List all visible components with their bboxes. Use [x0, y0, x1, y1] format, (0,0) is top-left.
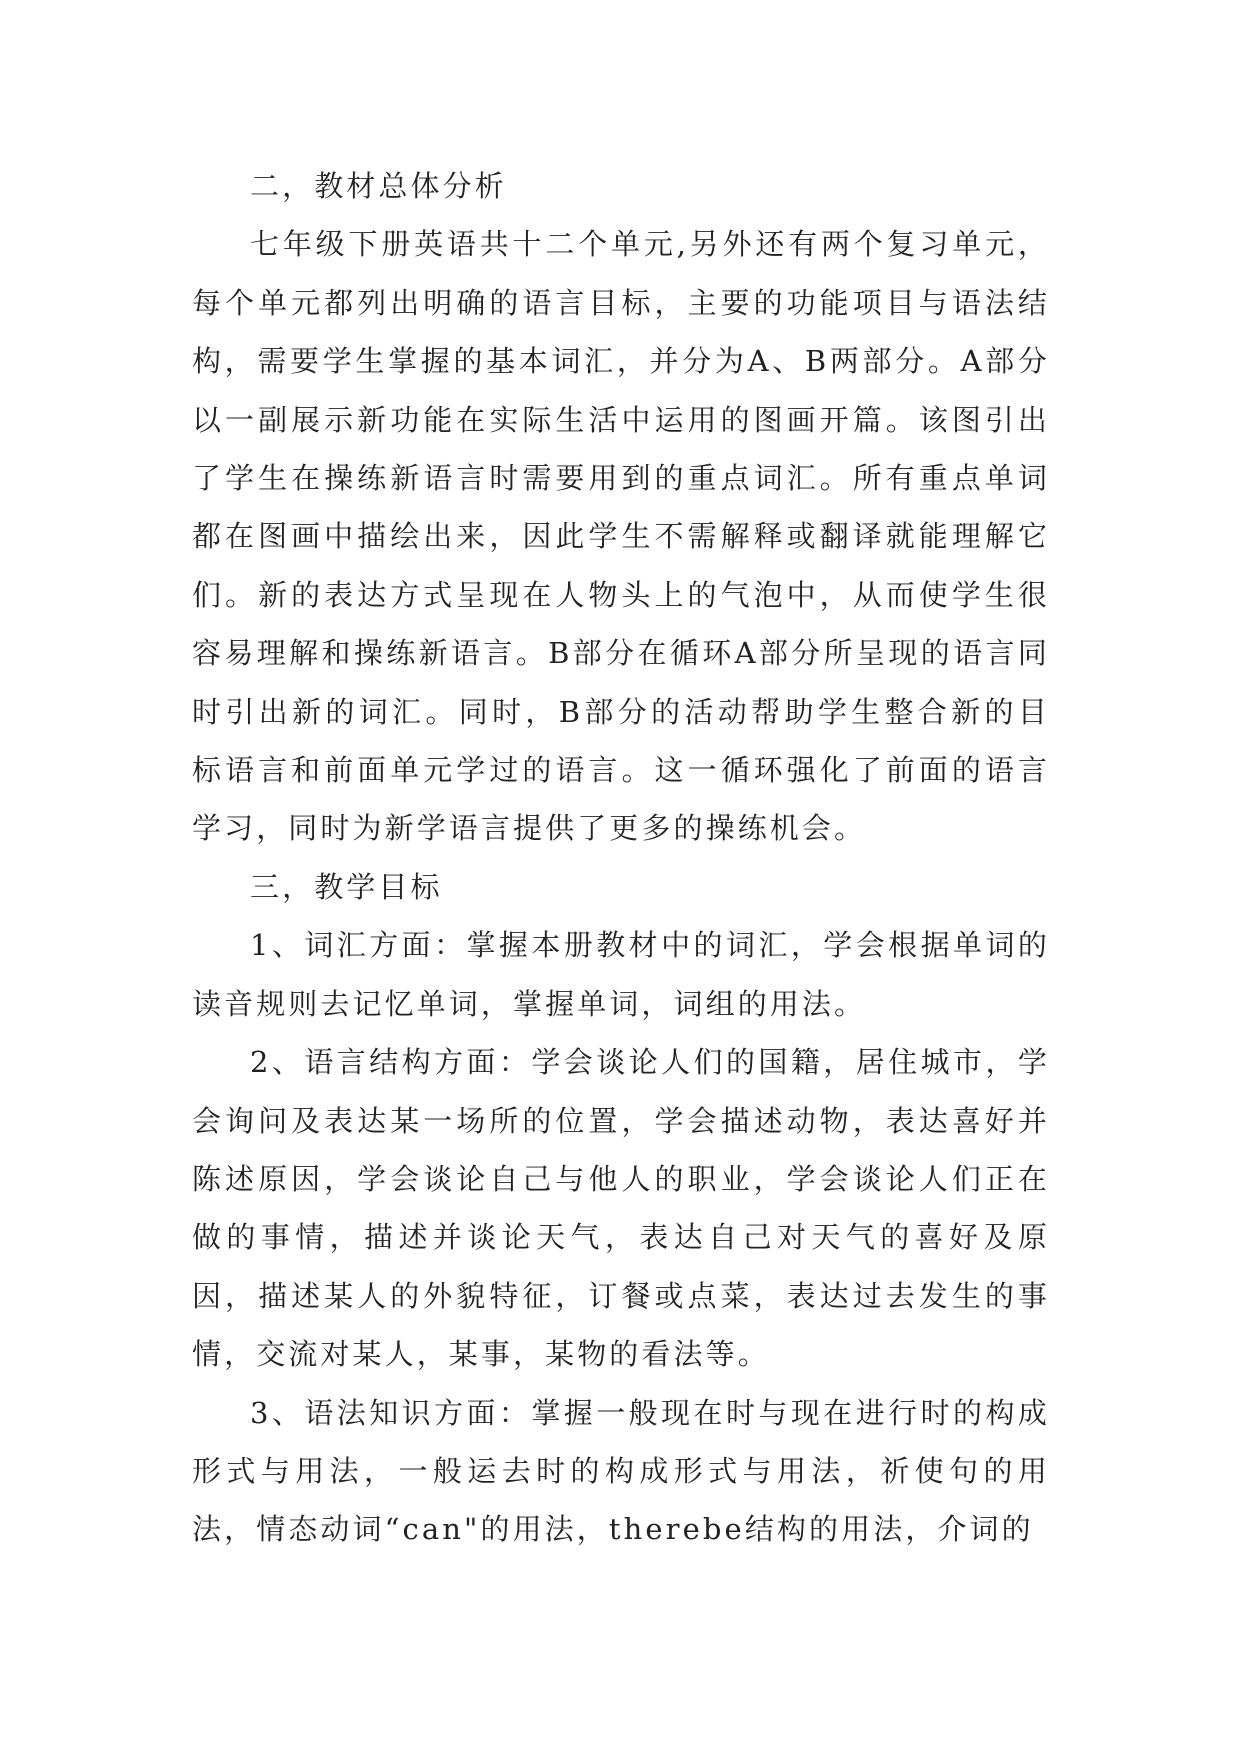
document-body [192, 157, 1050, 1559]
paragraph-vocabulary-goal: 1、词汇方面：掌握本册教材中的词汇，学会根据单词的读音规则去记忆单词，掌握单词，词组的用法。 [192, 928, 1050, 1021]
paragraph-grammar-goal: 3、语法知识方面：掌握一般现在时与现在进行时的构成形式与用法，一般运去时的构成形式与用法，祈使句的用法，情态动词“can"的用法，therebe结构的用法，介词的 [192, 1395, 1050, 1547]
paragraph-textbook-overview: 七年级下册英语共十二个单元,另外还有两个复习单元，每个单元都列出明确的语言目标，主要的功能项目与语法结构，需要学生掌握的基本词汇，并分为A、B两部分。A部分以一副展示新功能在实际生活中运用的图画开篇。该图引出了学生在操练新语言时需要用到的重点词汇。所有重点单词都在图画中描绘出来，因此学生不需解释或翻译就能理解它们。新的表达方式呈现在人物头上的气泡中，从而使学生很容易理解和操练新语言。B部分在循环A部分所呈现的语言同时引出新的词汇。同时，B部分的活动帮助学生整合新的目标语言和前面单元学过的语言。这一循环强化了前面的语言学习，同时为新学语言提供了更多的操练机会。 [192, 227, 1050, 846]
section-heading-teaching-goals: 三，教学目标 [250, 869, 443, 904]
paragraph-language-structure-goal: 2、语言结构方面：学会谈论人们的国籍，居住城市，学会询问及表达某一场所的位置，学会描述动物，表达喜好并陈述原因，学会谈论自己与他人的职业，学会谈论人们正在做的事情，描述并谈论天气，表达自己对天气的喜好及原因，描述某人的外貌特征，订餐或点菜，表达过去发生的事情，交流对某人，某事，某物的看法等。 [192, 1045, 1050, 1372]
section-heading-textbook-analysis: 二，教材总体分析 [250, 169, 507, 203]
